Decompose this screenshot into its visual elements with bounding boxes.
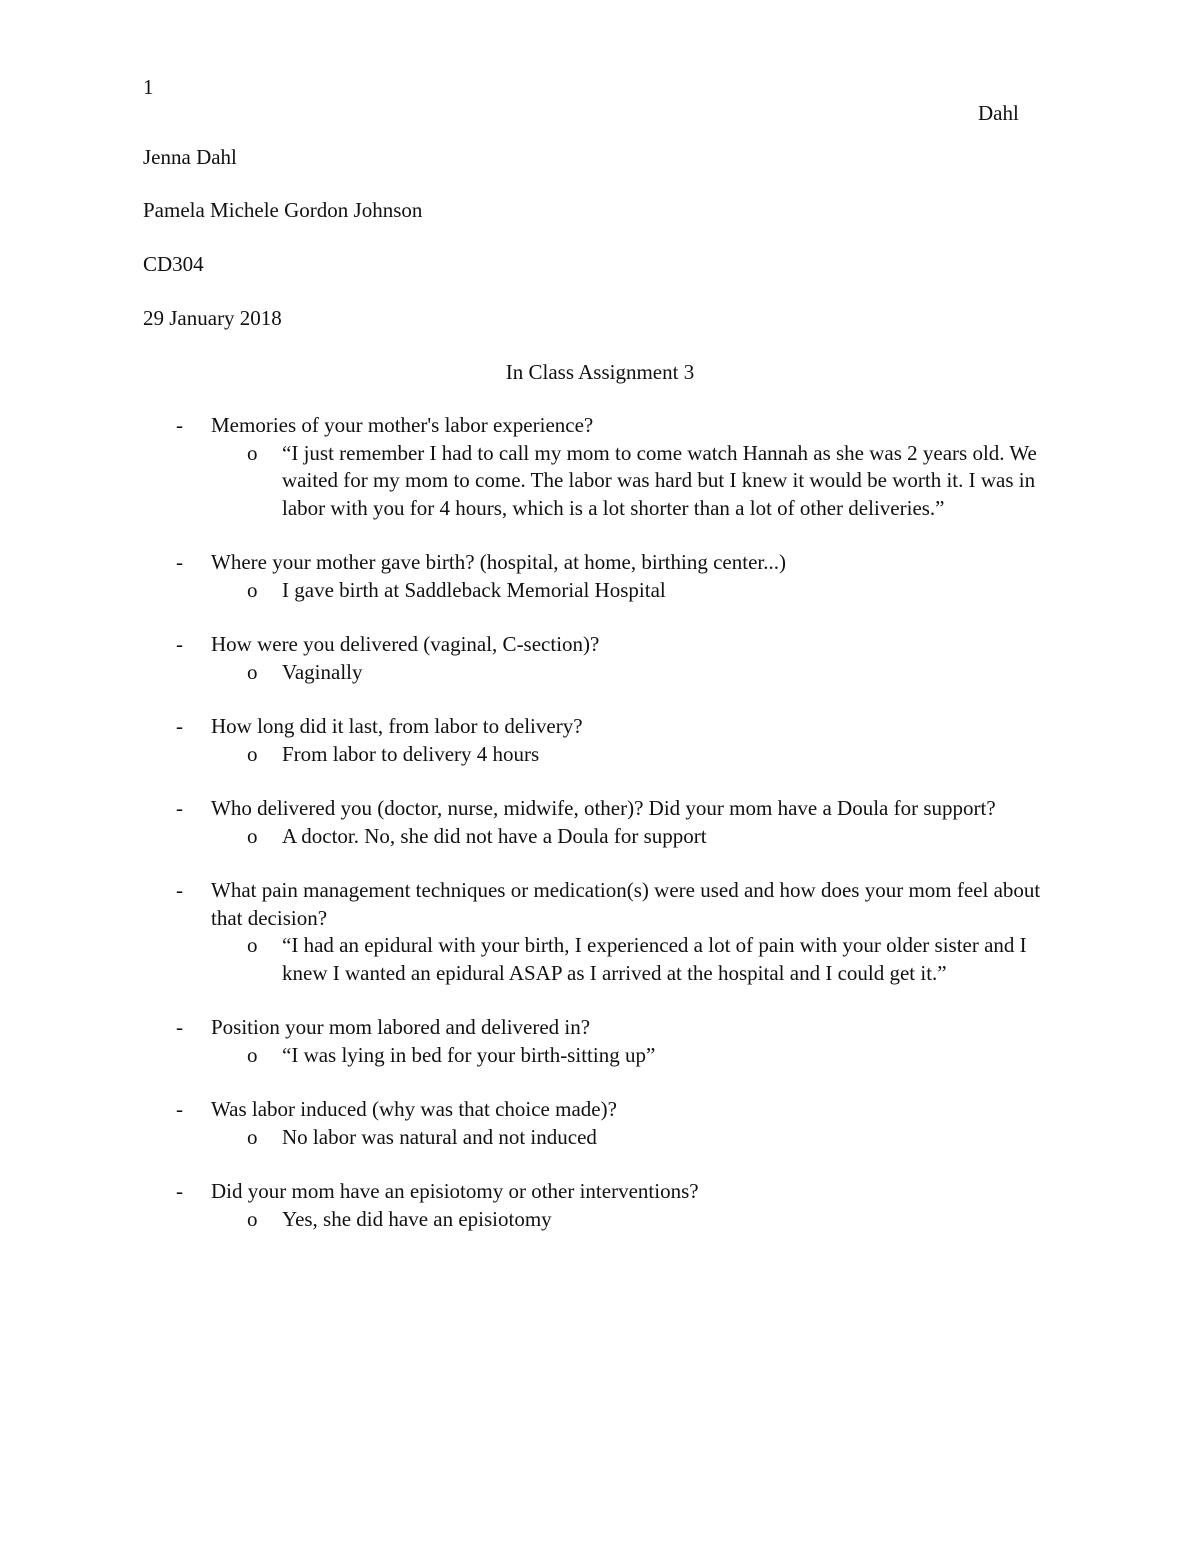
answer-text: From labor to delivery 4 hours xyxy=(282,741,540,766)
dash-bullet-icon: - xyxy=(176,1179,183,1203)
page-number: 1 xyxy=(143,75,154,99)
question xyxy=(0,412,1061,440)
question-text: Where your mother gave birth? (hospital, at home, birthing center...) xyxy=(211,550,786,574)
dash-bullet-icon: - xyxy=(176,413,183,437)
answer xyxy=(0,577,1062,605)
answer xyxy=(0,741,1062,769)
question-text: How long did it last, from labor to delivery? xyxy=(211,714,583,738)
answer xyxy=(0,440,1062,523)
question-text: Who delivered you (doctor, nurse, midwife, other)? Did your mom have a Doula for support? xyxy=(211,796,996,820)
dash-bullet-icon: - xyxy=(176,796,183,820)
question xyxy=(0,1096,1061,1124)
question-text: How were you delivered (vaginal, C-section)? xyxy=(211,632,600,656)
document-date: 29 January 2018 xyxy=(143,306,282,330)
list-item xyxy=(0,1178,1200,1233)
question xyxy=(0,631,1061,659)
answer-text: I gave birth at Saddleback Memorial Hospital xyxy=(282,577,666,602)
circle-bullet-icon: o xyxy=(247,1206,258,1231)
question-text: Did your mom have an episiotomy or other interventions? xyxy=(211,1179,699,1203)
answer xyxy=(0,932,1062,987)
answer-text: “I had an epidural with your birth, I experienced a lot of pain with your older sister and I knew I wanted an epidural ASAP as I arrived at the hospital and I could get it.” xyxy=(282,933,1027,985)
dash-bullet-icon: - xyxy=(176,1097,183,1121)
answer xyxy=(0,1124,1062,1152)
dash-bullet-icon: - xyxy=(176,632,183,656)
answer xyxy=(0,1206,1062,1234)
author-name: Jenna Dahl xyxy=(143,145,237,169)
circle-bullet-icon: o xyxy=(247,933,258,957)
answer xyxy=(0,659,1062,687)
question xyxy=(0,1014,1061,1042)
list-item xyxy=(0,631,1200,686)
dash-bullet-icon: - xyxy=(176,878,183,902)
circle-bullet-icon: o xyxy=(247,577,258,602)
instructor-name: Pamela Michele Gordon Johnson xyxy=(143,198,423,222)
answer-text: No labor was natural and not induced xyxy=(282,1124,597,1149)
circle-bullet-icon: o xyxy=(247,823,258,848)
document-title: In Class Assignment 3 xyxy=(505,360,695,384)
circle-bullet-icon: o xyxy=(247,741,258,766)
question xyxy=(0,713,1061,741)
question xyxy=(0,877,1061,932)
question xyxy=(0,1178,1061,1206)
list-item xyxy=(0,549,1200,604)
list-item xyxy=(0,713,1200,768)
question-answer-list xyxy=(0,412,1200,1260)
dash-bullet-icon: - xyxy=(176,1015,183,1039)
answer-text: A doctor. No, she did not have a Doula for support xyxy=(282,823,707,848)
circle-bullet-icon: o xyxy=(247,1042,258,1067)
answer-text: Yes, she did have an episiotomy xyxy=(282,1206,552,1231)
answer xyxy=(0,1042,1062,1070)
question-text: Was labor induced (why was that choice made)? xyxy=(211,1097,617,1121)
circle-bullet-icon: o xyxy=(247,659,258,684)
circle-bullet-icon: o xyxy=(247,440,258,465)
question xyxy=(0,795,1061,823)
question xyxy=(0,549,1061,577)
question-text: What pain management techniques or medication(s) were used and how does your mom feel about that decision? xyxy=(211,878,1041,930)
list-item xyxy=(0,412,1200,522)
dash-bullet-icon: - xyxy=(176,550,183,574)
circle-bullet-icon: o xyxy=(247,1124,258,1149)
list-item xyxy=(0,1096,1200,1151)
question-text: Position your mom labored and delivered in? xyxy=(211,1015,591,1039)
list-item xyxy=(0,877,1200,987)
answer-text: “I was lying in bed for your birth-sitting up” xyxy=(282,1042,656,1067)
answer-text: “I just remember I had to call my mom to come watch Hannah as she was 2 years old. We waited for my mom to come. The labor was hard but I knew it would be worth it. I was in labor with you for 4 hours, which is a lot shorter than a lot of other deliveries.” xyxy=(282,440,1037,520)
question-text: Memories of your mother's labor experience? xyxy=(211,413,594,437)
answer-text: Vaginally xyxy=(282,659,363,684)
list-item xyxy=(0,795,1200,850)
dash-bullet-icon: - xyxy=(176,714,183,738)
course-code: CD304 xyxy=(143,252,204,276)
list-item xyxy=(0,1014,1200,1069)
answer xyxy=(0,823,1062,851)
running-head: Dahl xyxy=(978,101,1019,125)
